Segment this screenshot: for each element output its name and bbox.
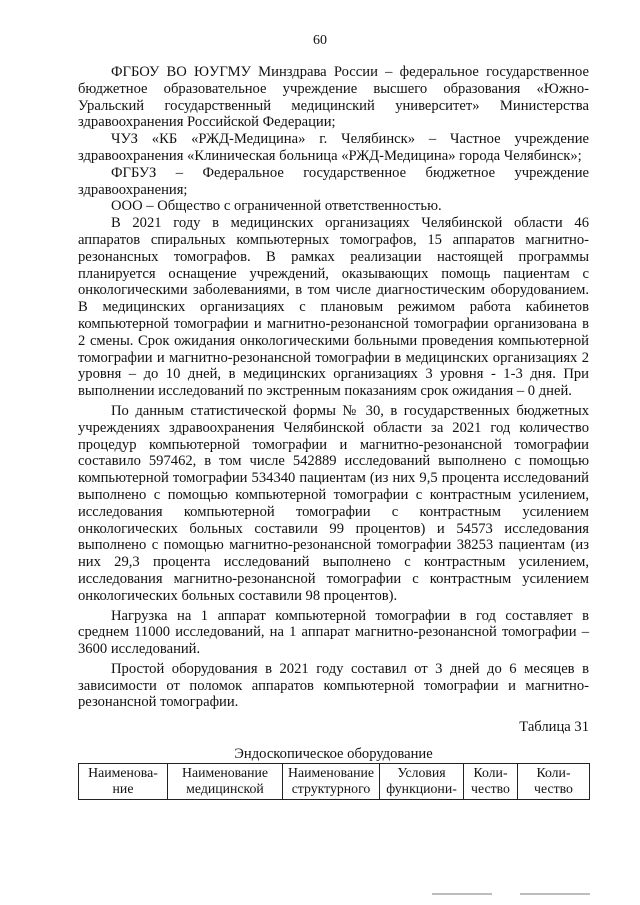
abbreviation-chuz: ЧУЗ «КБ «РЖД-Медицина» г. Челябинск» – Частное учреждение здравоохранения «Клиническая больница «РЖД-Медицина» города Челябинск»; <box>78 131 589 164</box>
header-line: функциони- <box>386 781 457 797</box>
header-line: Наименование <box>182 765 268 781</box>
abbreviation-fgbou: ФГБОУ ВО ЮУГМУ Минздрава России – федеральное государственное бюджетное образовательное учреждение высшего образования «Южно-Уральский государственный медицинский университет» Министерства здравоохранения Российской Федерации; <box>78 64 589 131</box>
header-line: Коли- <box>473 765 508 781</box>
header-line: Наименование <box>288 765 374 781</box>
scan-artifact <box>432 893 492 895</box>
paragraph-equipment-2021: В 2021 году в медицинских организациях Челябинской области 46 аппаратов спиральных компьютерных томографов, 15 аппаратов магнитно-резонансных томографов. В рамках реализации настоящей программы планируется оснащение учреждений, оказывающих помощь пациентам с онкологическими заболеваниями, в том числе диагностическим оборудованием. В медицинских организациях с плановым режимом работа кабинетов компьютерной томографии и магнитно-резонансной томографии организована в 2 смены. Срок ожидания онкологическими больными проведения компьютерной томографии и магнитно-резонансной томографии в медицинских организациях 2 уровня – до 10 дней, в медицинских организациях 3 уровня - 1-3 дня. При выполнении исследований по экстренным показаниям срок ожидания – 0 дней. <box>78 215 589 400</box>
header-line: чество <box>471 781 510 797</box>
header-line: ние <box>112 781 134 797</box>
paragraph-downtime: Простой оборудования в 2021 году составил от 3 дней до 6 месяцев в зависимости от поломок аппаратов компьютерной томографии и магнитно-резонансной томографии. <box>78 660 589 711</box>
header-line: Наименова- <box>88 765 158 781</box>
document-body <box>78 64 589 800</box>
table-header-cell <box>464 764 518 800</box>
abbreviation-ooo: ООО – Общество с ограниченной ответственностью. <box>111 198 442 215</box>
table-header-cell <box>380 764 464 800</box>
table-title: Эндоскопическое оборудование <box>234 746 433 763</box>
table-header-cell <box>79 764 168 800</box>
page-number: 60 <box>313 33 327 48</box>
header-line: Условия <box>397 765 446 781</box>
paragraph-statistics-form-30: По данным статистической формы № 30, в государственных бюджетных учреждениях здравоохранения Челябинской области за 2021 год количество процедур компьютерной томографии и магнитно-резонансной томографии составило 597462, в том числе 542889 исследований выполнено с помощью компьютерной томографии 534340 пациентам (из них 9,5 процента исследований выполнено с помощью компьютерной томографии с контрастным усилением, исследования компьютерной томографии с контрастным усилением онкологических больных составили 99 процентов) и 54573 исследования выполнено с помощью магнитно-резонансной томографии 38253 пациентам (из них 29,3 процента исследований выполнено с контрастным усилением, исследования магнитно-резонансной томографии с контрастным усилением онкологических больных составили 98 процентов). <box>78 402 589 604</box>
table-number-label: Таблица 31 <box>519 719 589 736</box>
paragraph-workload: Нагрузка на 1 аппарат компьютерной томографии в год составляет в среднем 11000 исследований, на 1 аппарат магнитно-резонансной томографии – 3600 исследований. <box>78 607 589 658</box>
abbreviation-fgbuz: ФГБУЗ – Федеральное государственное бюджетное учреждение здравоохранения; <box>78 164 589 198</box>
header-line: структурного <box>291 781 371 797</box>
scan-artifact <box>520 893 590 895</box>
header-line: медицинской <box>186 781 264 797</box>
table-header-cell <box>518 764 590 800</box>
table-header-cell <box>283 764 380 800</box>
header-line: Коли- <box>536 765 571 781</box>
table-header-row <box>79 764 590 800</box>
endoscopic-equipment-table <box>78 763 590 800</box>
header-line: чество <box>534 781 573 797</box>
table-header-cell <box>168 764 283 800</box>
